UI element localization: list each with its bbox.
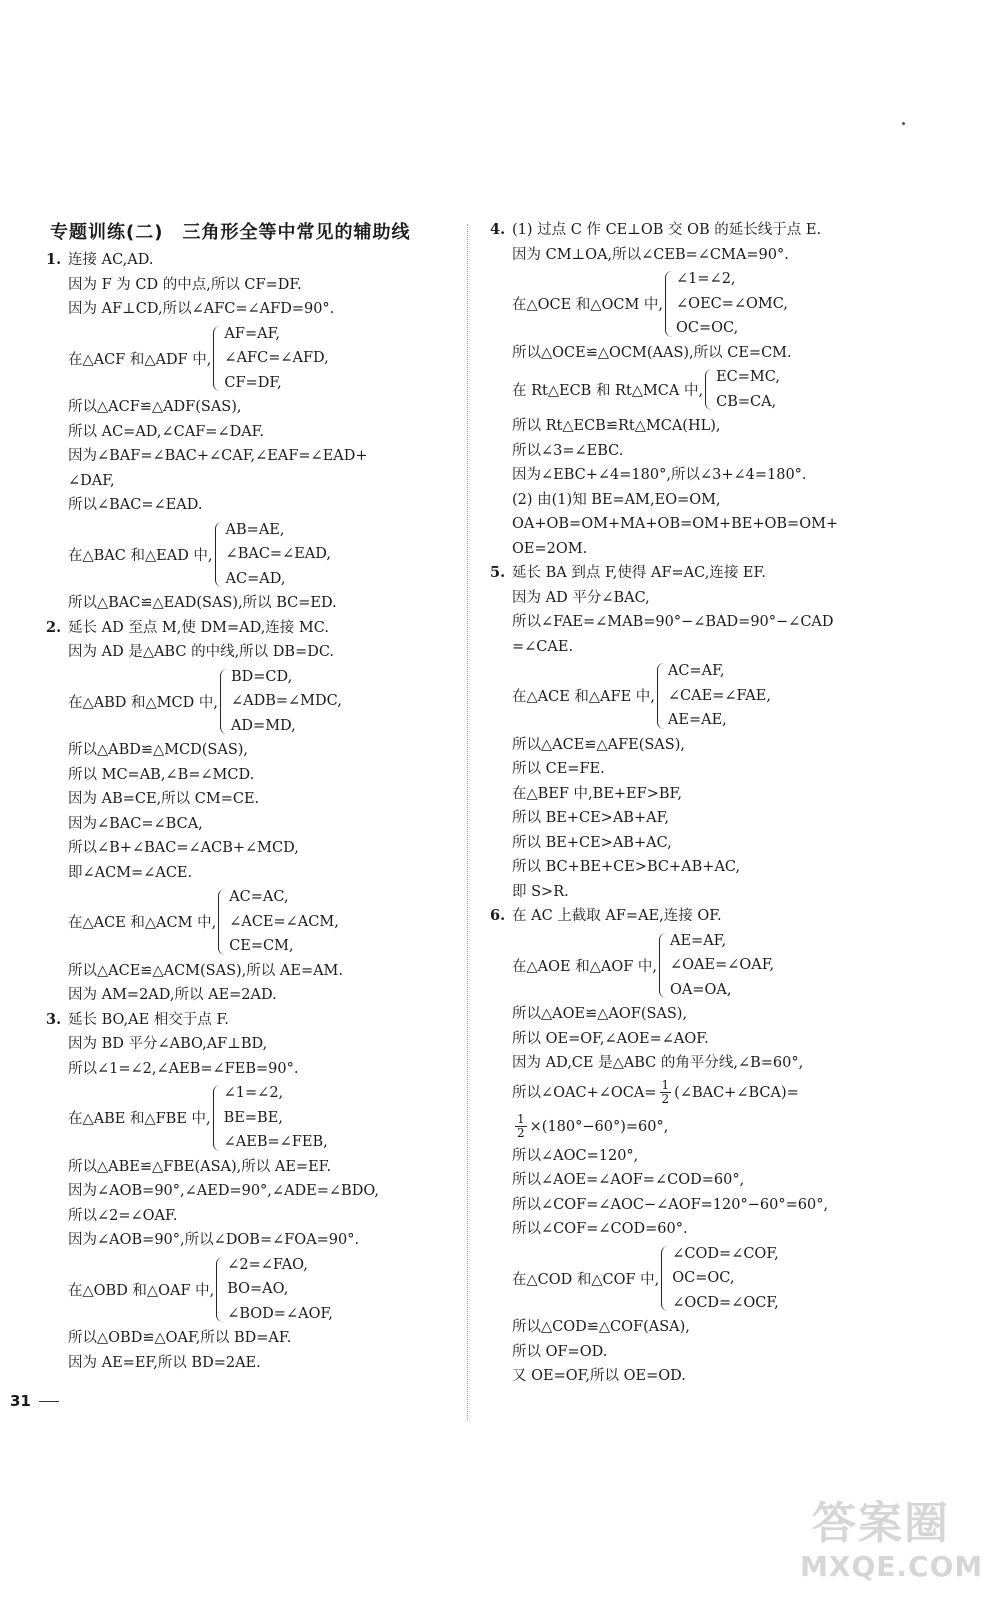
left-brace-icon [213, 326, 220, 392]
system-row: AF=AF, [224, 325, 280, 342]
system-lead-text: 在 Rt△ECB 和 Rt△MCA 中, [512, 383, 704, 399]
solution-line: 所以△OBD≌△OAF,所以 BD=AF. [68, 1330, 292, 1346]
solution-line: 所以∠AOC=120°, [512, 1147, 639, 1164]
solution-line: 因为 AD,CE 是△ABC 的角平分线,∠B=60°, [512, 1055, 804, 1071]
page-number-text: 31 [10, 1392, 31, 1410]
system-rows [676, 267, 788, 341]
system-row: ∠2=∠FAO, [227, 1256, 308, 1273]
solution-line: 所以△AOE≌△AOF(SAS), [512, 1006, 688, 1022]
system-row: ∠OEC=∠OMC, [676, 295, 788, 312]
watermark-url: MXQE.COM [800, 1550, 984, 1583]
system-row: CF=DF, [224, 374, 282, 391]
solution-line: 所以△ACE≌△ACM(SAS),所以 AE=AM. [68, 962, 344, 979]
left-brace-icon [218, 889, 225, 955]
system-row: ∠ADB=∠MDC, [230, 693, 342, 709]
system-rows [668, 659, 771, 733]
problem-heading [46, 248, 466, 273]
system-lead-text: 在△ABD 和△MCD 中, [68, 694, 218, 711]
system-row: OC=OC, [676, 320, 739, 336]
system-rows [231, 665, 342, 739]
solution-line: 所以 BE+CE>AB+AC, [512, 834, 672, 851]
equation-system [46, 885, 466, 959]
problem-first-line: 延长 BA 到点 F,使得 AF=AC,连接 EF. [512, 565, 766, 581]
system-row: ∠BOD=∠AOF, [227, 1305, 333, 1322]
fraction-denominator: 2 [661, 1092, 670, 1106]
solution-line: 因为 F 为 CD 的中点,所以 CF=DF. [68, 276, 302, 293]
system-row: AD=MD, [230, 717, 296, 734]
system-row: OA=OA, [670, 981, 732, 998]
solution-line: =∠CAE. [512, 638, 574, 655]
solution-line: 因为∠BAC=∠BCA, [68, 815, 203, 832]
left-brace-icon [657, 663, 664, 729]
system-row: BD=CD, [230, 668, 293, 685]
solution-line: 因为 AB=CE,所以 CM=CE. [68, 791, 260, 807]
page-number [10, 1392, 59, 1410]
problem-number: 5. [490, 564, 506, 581]
system-rows [716, 365, 780, 414]
solution-line: 所以△BAC≌△EAD(SAS),所以 BC=ED. [68, 595, 337, 611]
system-row: AC=AD, [225, 570, 286, 587]
left-brace-icon [661, 1246, 668, 1312]
system-row: ∠AFC=∠AFD, [224, 350, 329, 366]
system-row: BO=AO, [227, 1281, 289, 1297]
system-rows [224, 322, 328, 396]
problem-number: 1. [46, 251, 62, 268]
equation-system [490, 929, 930, 1003]
problem-first-line: 连接 AC,AD. [68, 252, 154, 268]
fraction [515, 1113, 527, 1140]
system-row: ∠AEB=∠FEB, [223, 1134, 328, 1150]
speck-mark [902, 122, 905, 125]
system-row: AC=AF, [667, 663, 725, 679]
system-row: ∠ACE=∠ACM, [229, 913, 339, 930]
system-row: ∠OCD=∠OCF, [672, 1294, 779, 1311]
solution-line: 因为 AF⊥CD,所以∠AFC=∠AFD=90°. [68, 301, 335, 317]
fraction-post-text: ×(180°−60°)=60°, [529, 1118, 669, 1135]
solution-line: 即 S>R. [512, 883, 569, 900]
fraction [660, 1079, 672, 1106]
solution-line: 因为 CM⊥OA,所以∠CEB=∠CMA=90°. [512, 246, 789, 263]
system-row: ∠COD=∠COF, [672, 1245, 779, 1262]
problem-heading [490, 561, 930, 586]
system-rows [229, 885, 339, 959]
solution-line: 所以△COD≌△COF(ASA), [512, 1319, 690, 1335]
problem-heading [46, 1008, 466, 1033]
solution-line: 所以 OE=OF,∠AOE=∠AOF. [512, 1030, 709, 1047]
system-rows [670, 929, 774, 1003]
fraction-pre-text: 所以∠OAC+∠OCA= [512, 1084, 657, 1101]
solution-line: 所以 MC=AB,∠B=∠MCD. [68, 766, 255, 783]
solution-line: 所以∠2=∠OAF. [68, 1207, 178, 1224]
equation-system [490, 267, 930, 341]
problem-first-line: 延长 AD 至点 M,使 DM=AD,连接 MC. [68, 619, 329, 636]
fraction-numerator: 1 [661, 1078, 670, 1092]
solution-line: 因为 BD 平分∠ABO,AF⊥BD, [68, 1036, 268, 1052]
left-brace-icon [665, 271, 672, 337]
watermark-logo-text: 答案圈 [812, 1498, 950, 1549]
solution-line: 所以 Rt△ECB≌Rt△MCA(HL), [512, 418, 721, 434]
equation-system [46, 518, 466, 592]
system-row: AE=AE, [667, 712, 727, 728]
left-brace-icon [705, 369, 712, 410]
right-column [490, 218, 930, 1389]
solution-line: ∠DAF, [68, 472, 115, 489]
system-lead-text: 在△ABE 和△FBE 中, [68, 1111, 211, 1128]
solution-line: 所以∠1=∠2,∠AEB=∠FEB=90°. [68, 1060, 299, 1077]
solution-line: 因为∠AOB=90°,所以∠DOB=∠FOA=90°. [68, 1232, 360, 1248]
solution-line: 又 OE=OF,所以 OE=OD. [512, 1368, 686, 1384]
section-title: 专题训练(二) 三角形全等中常见的辅助线 [50, 222, 411, 243]
system-row: OC=OC, [672, 1270, 735, 1286]
solution-line: 所以∠B+∠BAC=∠ACB+∠MCD, [68, 840, 299, 856]
problem-number: 6. [490, 907, 506, 924]
left-brace-icon [659, 933, 666, 999]
solution-line: 所以 OF=OD. [512, 1343, 608, 1360]
fraction-numerator: 1 [517, 1112, 525, 1126]
system-row: ∠OAE=∠OAF, [670, 957, 775, 973]
system-row: BE=BE, [223, 1109, 283, 1126]
solution-line: 所以△ABD≌△MCD(SAS), [68, 742, 249, 758]
equation-system [490, 365, 930, 414]
system-row: ∠1=∠2, [676, 271, 736, 287]
system-row: CB=CA, [716, 393, 777, 410]
equation-system [46, 1081, 466, 1155]
watermark [800, 1498, 990, 1594]
solution-line: 在△BEF 中,BE+EF>BF, [512, 785, 682, 802]
page-number-dash [39, 1401, 59, 1402]
solution-line: 所以 AC=AD,∠CAF=∠DAF. [68, 423, 265, 440]
left-brace-icon [215, 522, 222, 588]
system-lead-text: 在△COD 和△COF 中, [512, 1271, 660, 1288]
solution-line: 所以△OCE≌△OCM(AAS),所以 CE=CM. [512, 344, 792, 361]
solution-line: 因为∠EBC+∠4=180°,所以∠3+∠4=180°. [512, 467, 807, 483]
solution-line: 因为 AD 是△ABC 的中线,所以 DB=DC. [68, 644, 335, 660]
system-row: AB=AE, [225, 521, 285, 538]
equation-system [490, 659, 930, 733]
fraction-post-text: (∠BAC+∠BCA)= [674, 1084, 799, 1101]
equation-system [490, 1242, 930, 1316]
system-rows [224, 1081, 328, 1155]
problem-number: 2. [46, 618, 62, 636]
solution-line: 所以 BC+BE+CE>BC+AB+AC, [512, 859, 741, 875]
problem-number: 4. [490, 221, 506, 238]
system-lead-text: 在△BAC 和△EAD 中, [68, 547, 213, 564]
solution-line: 所以 CE=FE. [512, 761, 605, 777]
equation-system [46, 1253, 466, 1327]
solution-line: 因为∠AOB=90°,∠AED=90°,∠ADE=∠BDO, [68, 1183, 379, 1199]
problem-first-line: (1) 过点 C 作 CE⊥OB 交 OB 的延长线于点 E. [512, 222, 822, 238]
system-rows [227, 1253, 333, 1327]
system-row: EC=MC, [716, 369, 780, 385]
problem-first-line: 在 AC 上截取 AF=AE,连接 OF. [512, 908, 722, 924]
system-lead-text: 在△OBD 和△OAF 中, [68, 1282, 215, 1299]
solution-line-with-fraction [490, 1076, 930, 1110]
left-brace-icon [216, 1257, 223, 1323]
equation-system [46, 665, 466, 739]
solution-line: 所以△ACE≌△AFE(SAS), [512, 736, 685, 753]
system-lead-text: 在△AOE 和△AOF 中, [512, 958, 657, 975]
system-lead-text: 在△ACE 和△ACM 中, [68, 915, 217, 932]
solution-line: 所以∠AOE=∠AOF=∠COD=60°, [512, 1172, 745, 1188]
column-divider [467, 224, 468, 1420]
right-column-body [490, 218, 930, 1389]
solution-line: 因为∠BAF=∠BAC+∠CAF,∠EAF=∠EAD+ [68, 448, 368, 464]
system-rows [226, 518, 331, 592]
left-brace-icon [213, 1085, 220, 1151]
solution-line: 所以∠COF=∠COD=60°. [512, 1221, 688, 1237]
fraction-denominator: 2 [517, 1126, 525, 1140]
solution-line: OE=2OM. [512, 540, 588, 557]
system-lead-text: 在△ACF 和△ADF 中, [68, 351, 212, 368]
solution-line: 所以∠COF=∠AOC−∠AOF=120°−60°=60°, [512, 1196, 829, 1213]
system-row: AE=AF, [670, 932, 727, 949]
system-row: CE=CM, [229, 938, 294, 954]
solution-line: 即∠ACM=∠ACE. [68, 864, 193, 881]
problem-heading [490, 218, 930, 243]
system-row: ∠CAE=∠FAE, [667, 687, 771, 704]
system-lead-text: 在△OCE 和△OCM 中, [512, 297, 664, 314]
solution-line: 因为 AD 平分∠BAC, [512, 589, 650, 606]
problem-first-line: 延长 BO,AE 相交于点 F. [68, 1011, 229, 1028]
solution-line: 所以△ACF≌△ADF(SAS), [68, 399, 242, 415]
left-column [46, 218, 466, 1375]
system-rows [672, 1242, 778, 1316]
equation-system [46, 322, 466, 396]
left-brace-icon [220, 669, 227, 735]
solution-line: 因为 AM=2AD,所以 AE=2AD. [68, 987, 277, 1003]
solution-line: 所以∠BAC=∠EAD. [68, 497, 203, 513]
left-column-body [46, 248, 466, 1375]
solution-line: 所以 BE+CE>AB+AF, [512, 810, 669, 826]
solution-line: 所以△ABE≌△FBE(ASA),所以 AE=EF. [68, 1158, 332, 1175]
solution-line: 所以∠FAE=∠MAB=90°−∠BAD=90°−∠CAD [512, 614, 834, 630]
solution-line: (2) 由(1)知 BE=AM,EO=OM, [512, 491, 721, 508]
system-row: ∠BAC=∠EAD, [225, 546, 331, 562]
solution-line: 所以∠3=∠EBC. [512, 442, 624, 459]
solution-line: OA+OB=OM+MA+OB=OM+BE+OB=OM+ [512, 516, 839, 532]
solution-line: 因为 AE=EF,所以 BD=2AE. [68, 1354, 261, 1371]
solution-line-with-fraction [490, 1110, 930, 1144]
system-row: ∠1=∠2, [223, 1085, 284, 1101]
system-lead-text: 在△ACE 和△AFE 中, [512, 689, 655, 706]
problem-heading [46, 616, 466, 641]
problem-heading [490, 904, 930, 929]
system-row: AC=AC, [229, 889, 289, 905]
problem-number: 3. [46, 1010, 62, 1028]
